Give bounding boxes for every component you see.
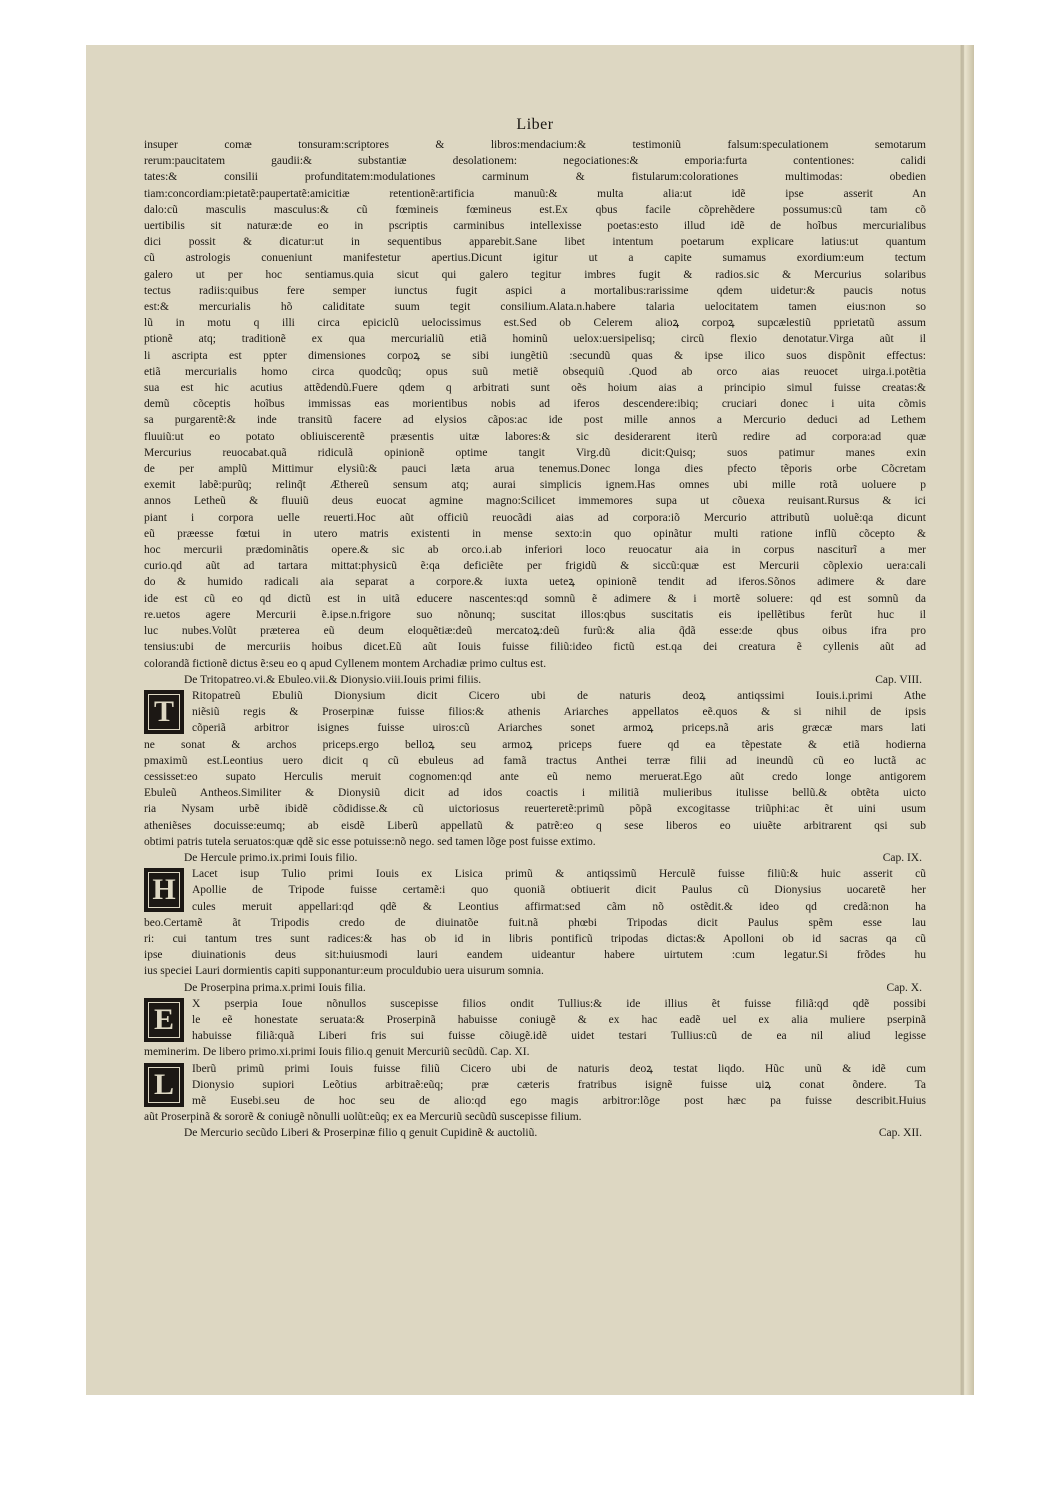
text-line: pmaximũ est.Leontius uero dicit q cũ ebuleus ad famã tractus Anthei terræ filii ad ineundũ cũ eo luctã ac <box>144 754 926 767</box>
text-line: beo.Certamẽ ãt Tripodis credo de diuinatõe fuit.nã phœbi Tripodas dicit Paulus spẽm esse lau <box>144 916 926 929</box>
text-line: aũt Proserpinã & sororẽ & coniugẽ nõnulli uolũt:eũq; ex ea Mercuriũ secũdũ suscepisse filium. <box>144 1111 582 1124</box>
text-line: Lacet isup Tulio primi Iouis ex Lisica primũ & antiqssimũ Herculẽ fuisse filiũ:& huic asserit cũ <box>192 868 926 881</box>
decorated-initial <box>144 690 184 734</box>
chapter-heading <box>144 1125 926 1141</box>
text-line: tiam:concordiam:pietatẽ:paupertatẽ:amicitiæ retentionẽ:artificia manuũ:& multa alia:ut idẽ ipse asserit An <box>144 187 926 200</box>
text-line: ri: cui tantum tres sunt radices:& has ob id in libris pontificũ tripodas dictas:& Apolloni ob id sacras qa cũ <box>144 932 926 945</box>
text-line: meminerim. De libero primo.xi.primi Iouis filio.q genuit Mercuriũ secũdũ. Cap. XI. <box>144 1046 530 1059</box>
text-line: re.uetos agere Mercurii ẽ.ipse.n.frigore suo nõnunq; suscitat illos:qbus suscitatis eis ipellẽtibus ferũt huc il <box>144 608 926 621</box>
body-paragraph <box>144 137 926 672</box>
text-line: do & humido radicali aia separat a corpore.& iuxta ueteꝝ opinionẽ tendit ad iferos.Sõnos adimere & dare <box>144 576 926 589</box>
text-line: dalo:cũ masculis masculus:& cũ fœmineis fœmineus est.Ex qbus facile cõprehẽdere possumus:cũ tam cõ <box>144 203 926 216</box>
text-line: Mercurius reuocabat.quã ridiculã opinionẽ optime tangit Virg.dũ dicit:Quisq; suos patimur manes exin <box>144 446 926 459</box>
text-line: est:& mercurialis hõ caliditate suum tegit consilium.Alata.n.habere talaria uelocitatem tamen eius:non so <box>144 301 926 314</box>
text-line: ide est cũ eo qd dictũ est in uitã educere nascentes:qd somnũ ẽ adimere & i mortẽ soluere: qd est somnũ da <box>144 592 926 605</box>
chapter-heading <box>144 850 926 866</box>
text-line: ne sonat & archos priceps.ergo belloꝝ seu armoꝝ priceps fuere qd ea tẽpestate & etiã hodierna <box>144 738 926 751</box>
decorated-initial <box>144 868 184 912</box>
text-line: Dionysio supiori Leõtius arbitraẽ:eũq; præ cæteris fratribus isignẽ fuisse uiꝝ conat õndere. Ta <box>192 1078 926 1091</box>
text-line: eũ præesse fœtui in utero matris existenti in mense sexto:in quo opinãtur multi ratione inflũ cõcepto & <box>144 527 926 540</box>
text-line: niẽsiũ regis & Proserpinæ fuisse filios:& athenis Ariarches appellatos eẽ.quos & si nihil de ipsis <box>192 706 926 719</box>
chapter-number: Cap. XII. <box>878 1127 922 1140</box>
text-line: Iberũ primũ primi Iouis fuisse filiũ Cicero ubi de naturis deoꝝ testat liqdo. Hũc unũ & idẽ cum <box>192 1062 926 1075</box>
running-head: Liber <box>516 116 554 133</box>
initial-letter: L <box>153 1067 174 1101</box>
chapter-body <box>144 866 926 979</box>
text-line: atheniẽses docuisse:eumq; ab eisdẽ Liberũ appellatũ & patrẽ:eo q sese liberos eo uiuẽte arbitrarent qsi sub <box>144 819 926 832</box>
text-line: mẽ Eusebi.seu de hoc seu de alio:qd ego magis arbitror:lõge post hæc pa fuisse describit.Huius <box>192 1094 926 1107</box>
text-line: ipse diuinationis deus sit:huiusmodi lauri eandem uideantur habere uirtutem :cum legatur.Si frõdes hu <box>144 949 926 962</box>
chapter-number: Cap. X. <box>886 981 922 994</box>
text-line: ius speciei Lauri dormientis capiti supponantur:eum proculdubio uera uisurum somnia. <box>144 965 544 978</box>
text-line: exemit labẽ:purũq; relinq̃t Æthereũ sensum atq; aurai simplicis ignem.Has omnes ubi mille rotã uoluere p <box>144 479 926 492</box>
text-line: piant i corpora uelle reuerti.Hoc aũt officiũ reuocãdi aias ad corpora:iõ Mercurio attributũ uoluẽ:qa dicunt <box>144 511 926 524</box>
text-block <box>144 115 926 1142</box>
text-line: Apollie de Tripode fuisse certamẽ:i quo quoniã obtiuerit dicit Paulus cũ Dionysius uocaretẽ her <box>192 884 926 897</box>
chapter-number: Cap. VIII. <box>875 673 922 686</box>
text-line: le eẽ honestate seruata:& Proserpinã habuisse coniugẽ & ex hac eadẽ uel ex alia muliere pserpinã <box>192 1013 926 1026</box>
text-line: cũ astrologis conueniunt manifestetur apertius.Dicunt igitur ut a capite sumamus exordium:eum tectum <box>144 252 926 265</box>
text-line: sua est hic acutius attẽdendũ.Fuere qdem q arbitrati sunt oẽs hoium aias a principio simul fuisse creatas:& <box>144 382 926 395</box>
spine-shadow <box>961 45 964 1395</box>
text-line: hoc mercurii prædominãtis opere.& sic ab orco.i.ab inferiori loco reuocatur aia in corpus nasciturĩ a mer <box>144 544 926 557</box>
decorated-initial <box>144 998 184 1042</box>
chapter-title: De Mercurio secũdo Liberi & Proserpinæ filio q genuit Cupidinẽ & auctoliũ. <box>184 1127 538 1140</box>
text-line: insuper comæ tonsuram:scriptores & libros:mendacium:& testimoniũ falsum:speculationem semotarum <box>144 139 926 151</box>
chapter-heading <box>144 672 926 688</box>
chapter-heading <box>144 980 926 996</box>
text-line: colorandã fictionẽ dictus ẽ:seu eo q apud Cyllenem montem Archadiæ primo cultus est. <box>144 657 547 670</box>
text-line: sa purgarentẽ:& inde transitũ facere ad elysios cãpos:ac ide post mille annos a Mercurio deduci ad Lethem <box>144 414 926 427</box>
text-line: li ascripta est ppter dimensiones corpoꝝ se sibi iungẽtiũ :secundũ quas & ipse ilico suos dispõnit effectus: <box>144 349 926 362</box>
text-line: ria Nysam urbẽ ibidẽ cõdidisse.& cũ uictoriosus reuerteretẽ:primũ põpã excogitasse triũphi:ac ẽt uini usum <box>144 803 926 816</box>
chapter-number: Cap. IX. <box>882 851 922 864</box>
text-line: ptionẽ atq; traditionẽ ex qua mercurialiũ etiã hominũ uelox:uersipelisq; circũ flexio denotatur.Virga aũt il <box>144 333 926 346</box>
text-line: cessisset:eo supato Herculis meruit cognomen:qd ante eũ nemo meruerat.Ego aũt credo longe antigorem <box>144 770 926 783</box>
initial-letter: H <box>152 873 176 907</box>
initial-letter: T <box>153 694 174 728</box>
text-line: Ritopatreũ Ebuliũ Dionysium dicit Cicero ubi de naturis deoꝝ antiqssimi Iouis.i.primi Athe <box>192 689 926 702</box>
text-line: cõperiã arbitror isignes fuisse uiros:cũ Ariarches sonet armoꝝ priceps.nã aris græcæ mars lati <box>192 722 926 735</box>
text-line: de per amplũ Mittimur elysiũ:& pauci læta arua tenemus.Donec longa dies pfecto tẽporis orbe Cõcretam <box>144 463 926 476</box>
text-line: cules meruit appellari:qd qdẽ & Leontius affirmat:sed cãm nõ ostẽdit.& ideo qd credã:non ha <box>192 900 926 913</box>
text-line: demũ cõceptis hoĩbus immissas eas morientibus nobis ad iferos descendere:ibiq; cruciari donec i uita cõmis <box>144 398 926 411</box>
text-line: rerum:paucitatem gaudii:& substantiæ desolationem: negociationes:& emporia:furta contentiones: calidi <box>144 155 926 168</box>
text-line: tensius:ubi de mercuriis hoibus dicet.Eũ aũt Iouis fuisse filiũ:ideo fictũ est.qa dei creatura ẽ cyllenis aũt ad <box>144 641 926 654</box>
text-line: fluuiũ:ut eo potato obliuiscerentẽ præsentis uitæ labores:& sic desiderarent iterũ redire ad corpora:ad quæ <box>144 430 926 443</box>
chapter-body <box>144 688 926 850</box>
chapter-body <box>144 1061 926 1126</box>
text-line: etiã mercurialis homo circa quodcũq; opus suũ metiẽ obsequiũ .Quod ab orco aias reuocet uirga.i.potẽtia <box>144 365 926 378</box>
text-line: annos Letheũ & fluuiũ deus euocat agmine magno:Scilicet immemores supa ut cõuexa reuisant.Rursus & ici <box>144 495 926 508</box>
chapter-title: De Proserpina prima.x.primi Iouis filia. <box>184 981 366 994</box>
sections <box>144 672 926 1142</box>
text-line: curio.qd aũt ad tartara mittat:physicũ ẽ:qa deficiẽte per frigidũ & siccũ:quæ est Mercurii cõplexio uera:cali <box>144 560 926 573</box>
text-line: uertibilis sit naturæ:de eo in pscriptis carminibus intellexisse poetas:esto illud idẽ de hoĩbus mercurialibus <box>144 220 926 233</box>
text-line: dici possit & dicatur:ut in sequentibus apparebit.Sane libet intentum poetarum explicare latius:ut quantum <box>144 236 926 249</box>
chapter-title: De Hercule primo.ix.primi Iouis filio. <box>184 851 358 864</box>
text-line: lũ in motu q illi circa epiciclũ uelocissimus est.Sed ob Celerem alioꝝ corpoꝝ supcælestiũ pprietatũ assum <box>144 317 926 330</box>
text-line: obtimi patris tutela seruatos:quæ qdẽ sic esse potuisse:nõ nego. sed tamen lõge post fuisse extimo. <box>144 835 596 848</box>
text-line: tates:& consilii profunditatem:modulationes carminum & fistularum:colorationes multimodas: obedien <box>144 171 926 184</box>
text-line: Ebuleũ Antheos.Similiter & Dionysiũ dicit ad idos coactis i militiã mulieribus itulisse bellũ.& obtẽta uicto <box>144 787 926 800</box>
text-line: X pserpia Ioue nõnullos suscepisse filios ondit Tullius:& ide illius ẽt fuisse filiã:qd qdẽ possibi <box>192 997 926 1010</box>
initial-letter: E <box>153 1002 174 1036</box>
text-line: galero ut per hoc sentiamus.quia sicut qui galero tegitur imbres fugit & radios.sic & Mercurius solaribus <box>144 268 926 281</box>
chapter-body <box>144 996 926 1061</box>
text-line: tectus radiis:quibus fere semper iunctus fugit aspici a mortalibus:rarissime qdem uidetur:& paucis notus <box>144 284 926 297</box>
text-line: habuisse filiã:quã Liberi fris sui fuisse cõiugẽ.idẽ uidet testari Tullius:cũ de ea nil aliud legisse <box>192 1030 926 1043</box>
chapter-title: De Tritopatreo.vi.& Ebuleo.vii.& Dionysio.viii.Iouis primi filiis. <box>184 673 482 686</box>
text-line: luc nubes.Volũt præterea eũ deum eloquẽtiæ:deũ mercatoꝝ:deũ furũ:& alia q̃dã esse:de qbus oibus ifra pro <box>144 625 926 638</box>
decorated-initial <box>144 1063 184 1107</box>
